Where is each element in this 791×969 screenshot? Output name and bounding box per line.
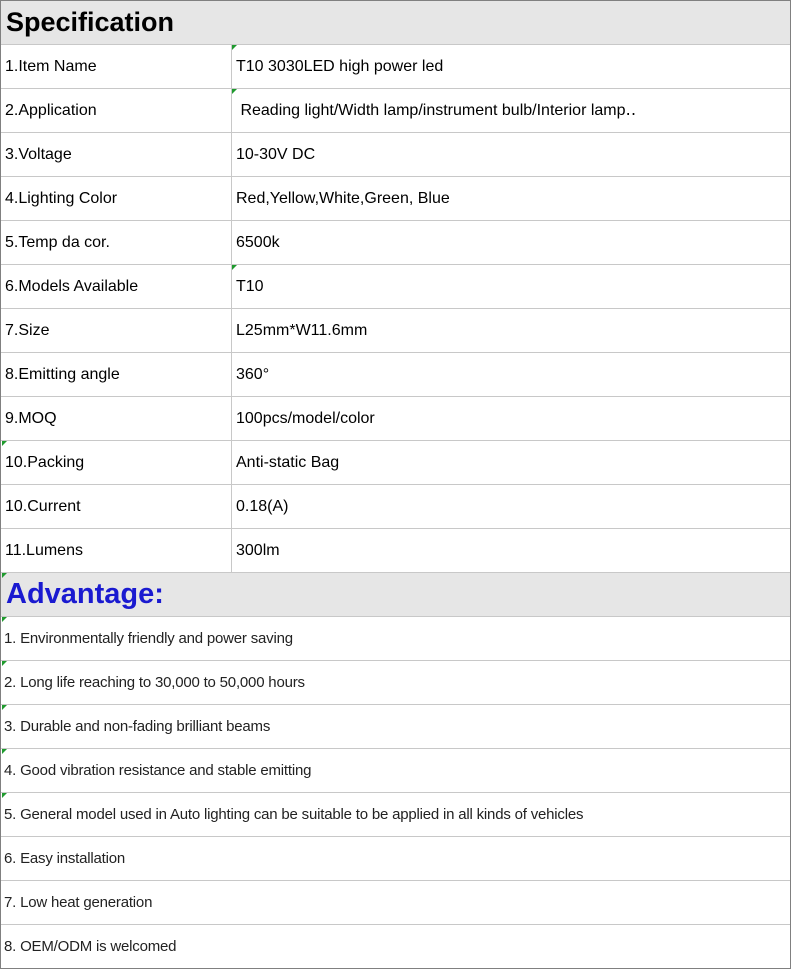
- spec-row-models: [1, 265, 790, 309]
- spec-row-packing: [1, 441, 790, 485]
- column-divider: [231, 485, 232, 529]
- column-divider: [231, 309, 232, 353]
- spec-label: 6.Models Available: [5, 278, 139, 295]
- spec-value: 0.18(A): [236, 498, 289, 515]
- specification-header: [1, 1, 790, 45]
- advantage-item: [1, 705, 790, 749]
- advantage-item: [1, 617, 790, 661]
- spec-value: T10: [236, 278, 264, 295]
- advantage-text: 8. OEM/ODM is welcomed: [4, 938, 177, 955]
- spec-label: 5.Temp da cor.: [5, 234, 110, 251]
- spec-label: 4.Lighting Color: [5, 190, 118, 207]
- spec-label: 3.Voltage: [5, 146, 72, 163]
- advantage-item: [1, 793, 790, 837]
- spec-value: 100pcs/model/color: [236, 410, 375, 427]
- column-divider: [231, 177, 232, 221]
- column-divider: [231, 397, 232, 441]
- spec-row-color-temp: [1, 221, 790, 265]
- advantage-title: Advantage:: [6, 578, 164, 610]
- advantage-text: 2. Long life reaching to 30,000 to 50,000 hours: [4, 674, 305, 691]
- column-divider: [231, 221, 232, 265]
- column-divider: [231, 353, 232, 397]
- advantage-text: 5. General model used in Auto lighting can be suitable to be applied in all kinds of vehicles: [4, 806, 584, 823]
- spec-row-size: [1, 309, 790, 353]
- advantage-item: [1, 925, 790, 968]
- spec-label: 10.Current: [5, 498, 81, 515]
- spec-label: 2.Application: [5, 102, 97, 119]
- spec-row-voltage: [1, 133, 790, 177]
- spec-value: L25mm*W11.6mm: [236, 322, 368, 339]
- advantage-item: [1, 749, 790, 793]
- spec-label: 8.Emitting angle: [5, 366, 120, 383]
- advantage-item: [1, 881, 790, 925]
- spec-label: 9.MOQ: [5, 410, 57, 427]
- spec-row-lumens: [1, 529, 790, 573]
- spec-label: 10.Packing: [5, 454, 85, 471]
- spec-row-current: [1, 485, 790, 529]
- advantage-text: 3. Durable and non-fading brilliant beams: [4, 718, 271, 735]
- column-divider: [231, 441, 232, 485]
- column-divider: [231, 133, 232, 177]
- spec-row-moq: [1, 397, 790, 441]
- spec-row-lighting-color: [1, 177, 790, 221]
- spec-value: 360°: [236, 366, 270, 383]
- spec-value: Reading light/Width lamp/instrument bulb/Interior lamp‥: [236, 102, 637, 119]
- advantage-text: 7. Low heat generation: [4, 894, 153, 911]
- column-divider: [231, 45, 232, 89]
- column-divider: [231, 265, 232, 309]
- spec-value: 300lm: [236, 542, 280, 559]
- spec-value: Anti-static Bag: [236, 454, 340, 471]
- spec-label: 7.Size: [5, 322, 50, 339]
- advantage-header: [1, 573, 790, 617]
- advantage-item: [1, 837, 790, 881]
- advantage-item: [1, 661, 790, 705]
- spec-label: 1.Item Name: [5, 58, 97, 75]
- spec-row-item-name: [1, 45, 790, 89]
- spec-row-application: [1, 89, 790, 133]
- column-divider: [231, 89, 232, 133]
- spec-value: 10-30V DC: [236, 146, 316, 163]
- spec-value: 6500k: [236, 234, 280, 251]
- advantage-text: 4. Good vibration resistance and stable emitting: [4, 762, 312, 779]
- advantage-text: 6. Easy installation: [4, 850, 126, 867]
- advantage-text: 1. Environmentally friendly and power saving: [4, 630, 293, 647]
- spec-row-emitting-angle: [1, 353, 790, 397]
- spec-value: Red,Yellow,White,Green, Blue: [236, 190, 450, 207]
- spec-label: 11.Lumens: [5, 542, 83, 559]
- specification-title: Specification: [6, 7, 175, 37]
- spec-value: T10 3030LED high power led: [236, 58, 444, 75]
- column-divider: [231, 529, 232, 573]
